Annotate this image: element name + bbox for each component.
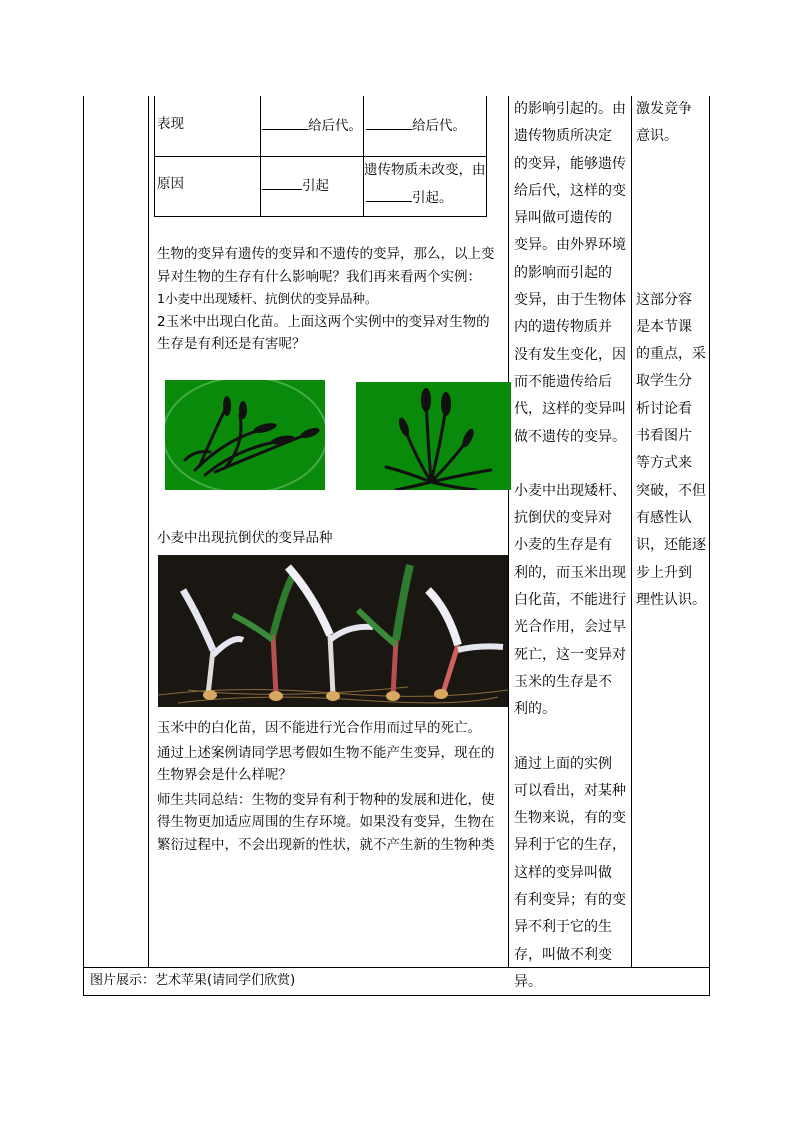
analysis-line: 利的，而玉米出现 <box>514 564 626 581</box>
analysis-line: 的影响引起的。由 <box>514 101 626 117</box>
intent-line: 有感性认 <box>636 509 692 526</box>
intent-line: 意识。 <box>636 128 678 145</box>
outer-border-left <box>83 96 84 996</box>
example-item-1: 1小麦中出现矮杆、抗倒伏的变异品种。 <box>157 291 378 306</box>
analysis-line: 异利于它的生存， <box>514 837 626 854</box>
analysis-line: 有利变异；有的变 <box>514 892 626 909</box>
analysis-line: 做不遗传的变异。 <box>514 428 626 445</box>
analysis-line: 光合作用，会过早 <box>514 619 626 636</box>
intent-line: 是本节课 <box>636 318 692 335</box>
analysis-line: 内的遗传物质并 <box>514 319 612 336</box>
col-divider-2 <box>508 96 509 968</box>
analysis-line: 代，这样的变异叫 <box>514 401 626 418</box>
intent-line: 的重点，采 <box>636 346 706 363</box>
intro-paragraph: 生物的变异有遗传的变异和不遗传的变异，那么，以上变异对生物的生存有什么影响呢？我们再来看两个实例： <box>157 246 495 285</box>
intent-line: 突破，不但 <box>636 482 706 499</box>
intent-line: 理性认识。 <box>636 591 706 608</box>
row-biaoxian-col2: 给后代。 <box>262 116 362 135</box>
analysis-column <box>514 96 630 996</box>
caption-corn: 玉米中的白化苗，因不能进行光合作用而过早的死亡。 <box>157 720 481 736</box>
intent-line: 书看图片 <box>636 428 692 445</box>
analysis-line: 给后代，这样的变 <box>514 182 626 199</box>
analysis-line: 的影响而引起的 <box>514 264 612 281</box>
think-paragraph: 通过上述案例请同学思考假如生物不能产生变异，现在的生物界会是什么样呢？ <box>157 744 495 783</box>
row-label-biaoxian: 表现 <box>157 116 184 132</box>
analysis-line: 遗传物质所决定 <box>514 128 612 145</box>
analysis-line: 白化苗，不能进行 <box>514 592 626 609</box>
row-biaoxian-col3: 给后代。 <box>366 116 466 135</box>
analysis-line: 小麦中出现矮杆、 <box>514 482 626 499</box>
intent-line: 步上升到 <box>636 564 692 581</box>
caption-wheat: 小麦中出现抗倒伏的变异品种 <box>157 530 333 546</box>
example-item-2: 2玉米中出现白化苗。上面这两个实例中的变异对生物的生存是有利还是有害呢？ <box>157 313 490 352</box>
analysis-line: 通过上面的实例 <box>514 755 612 772</box>
row-yuanyin-col2: 引起 <box>262 176 329 195</box>
analysis-line: 生物来说，有的变 <box>514 810 626 827</box>
analysis-line: 这样的变异叫做 <box>514 864 612 881</box>
outer-border-right <box>709 96 710 996</box>
corn-seedling-image <box>158 555 508 707</box>
analysis-line: 的变异，能够遗传 <box>514 155 626 172</box>
footer-picture-show: 图片展示：艺术苹果(请同学们欣赏) <box>90 973 296 988</box>
row-yuanyin-col3-line2: 引起。 <box>366 188 453 207</box>
intent-line: 激发竞争 <box>636 101 692 117</box>
wheat-image-left <box>165 380 325 490</box>
analysis-line: 死亡，这一变异对 <box>514 646 626 663</box>
analysis-line: 而不能遗传给后 <box>514 373 612 390</box>
design-intent-column <box>636 96 708 614</box>
row-yuanyin-col3-line1: 遗传物质未改变，由 <box>364 162 486 178</box>
analysis-line: 抗倒伏的变异对 <box>514 510 612 527</box>
analysis-line: 没有发生变化，因 <box>514 346 626 363</box>
analysis-line: 异叫做可遗传的 <box>514 210 612 227</box>
analysis-line: 异不利于它的生 <box>514 919 612 936</box>
analysis-line: 变异。由外界环境 <box>514 237 626 254</box>
intent-line: 取学生分 <box>636 373 692 390</box>
analysis-line: 变异，由于生物体 <box>514 292 626 309</box>
row-label-yuanyin: 原因 <box>157 176 184 192</box>
analysis-line: 可以看出，对某种 <box>514 782 626 799</box>
intent-line: 析讨论看 <box>636 400 692 417</box>
wheat-image-right <box>356 382 511 490</box>
analysis-line: 玉米的生存是不 <box>514 673 612 690</box>
analysis-line: 小麦的生存是有 <box>514 537 612 554</box>
analysis-line: 利的。 <box>514 701 556 718</box>
intent-line: 等方式来 <box>636 455 692 472</box>
intent-line: 识，还能逐 <box>636 537 706 554</box>
col-divider-3 <box>631 96 632 968</box>
main-text-lower <box>157 717 502 856</box>
summary-paragraph: 师生共同总结：生物的变异有利于物种的发展和进化，使得生物更加适应周围的生存环境。如果没有变异，生物在繁衍过程中，不会出现新的性状，就不产生新的生物种类 <box>157 791 495 853</box>
col-divider-1 <box>148 96 149 968</box>
intent-line: 这部分容 <box>636 291 692 308</box>
analysis-line: 存，叫做不利变异。 <box>514 946 612 990</box>
main-text-upper <box>157 243 502 356</box>
